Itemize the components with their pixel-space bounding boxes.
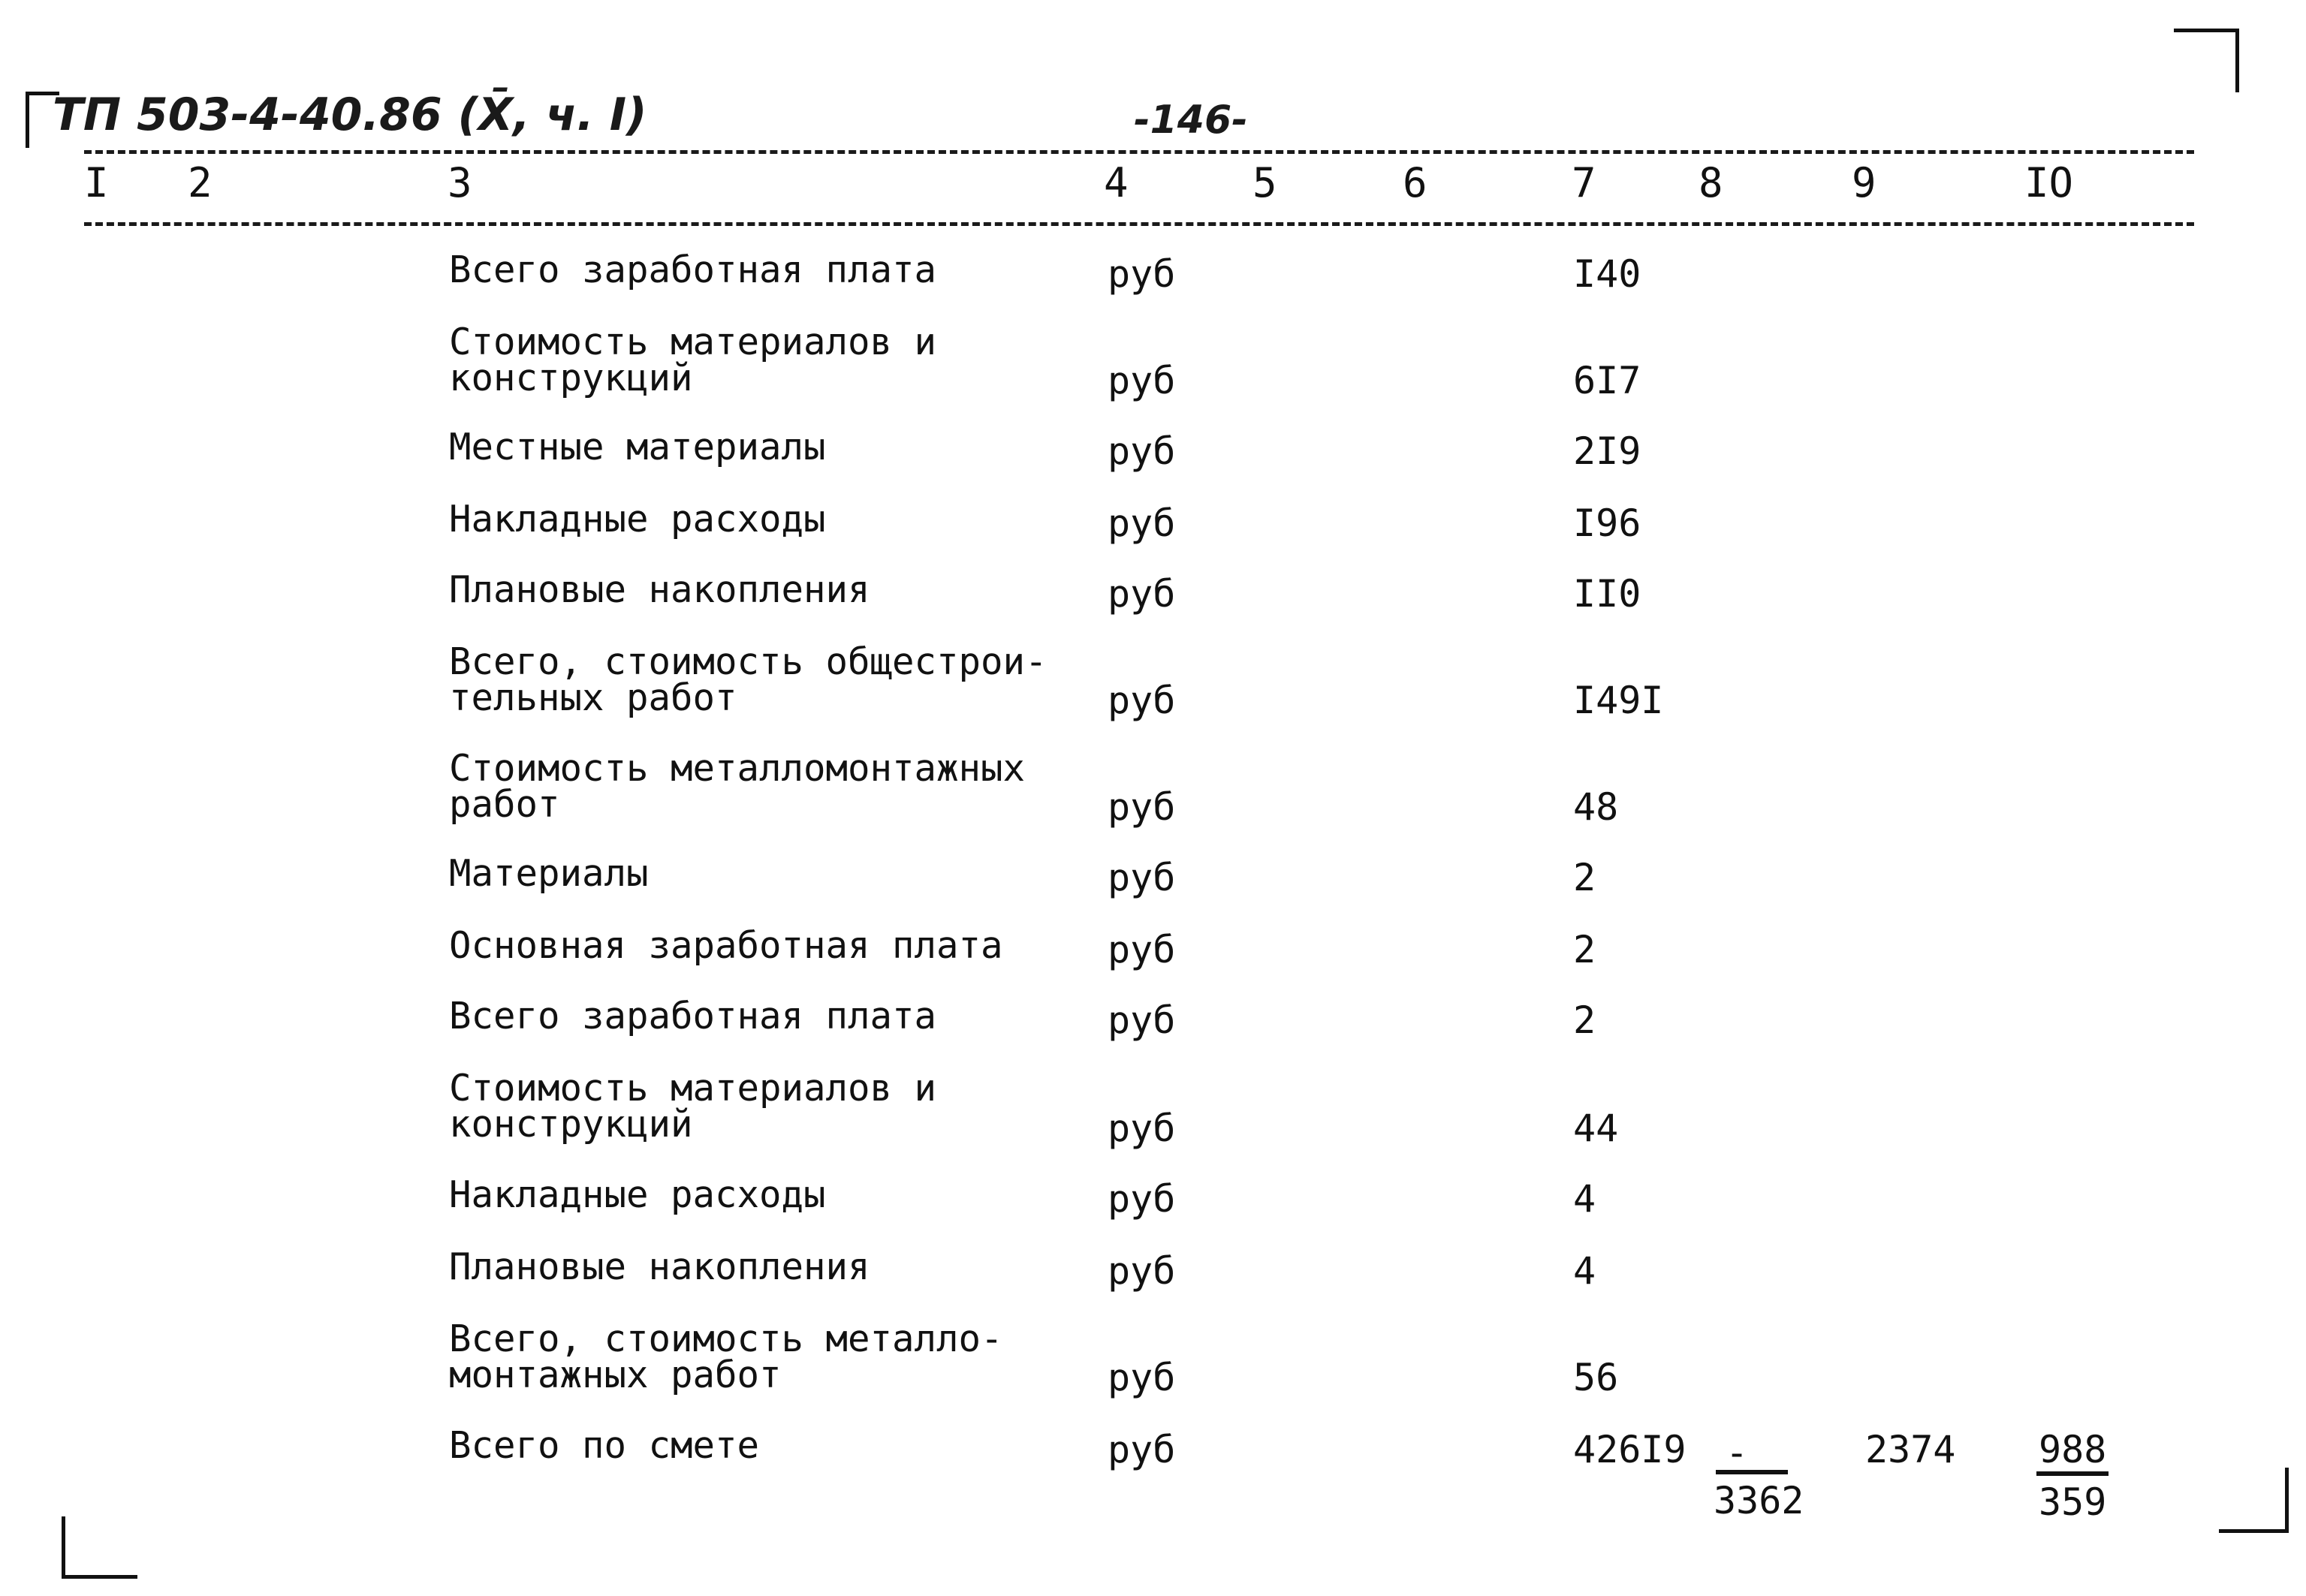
total-col8-fraction-line [1716, 1470, 1788, 1474]
row-2-description: Местные материалы [449, 426, 826, 468]
row-0-description: Всего заработная плата [449, 248, 937, 291]
row-1-unit: руб [1108, 359, 1176, 402]
row-4-unit: руб [1108, 572, 1176, 616]
row-0-unit: руб [1108, 252, 1176, 296]
total-col8-bottom: 3362 [1714, 1479, 1804, 1522]
document-code: ТП 503-4-40.86 (Х̄, ч. I) [53, 89, 647, 141]
row-1-value: 6I7 [1573, 359, 1641, 402]
total-unit: руб [1108, 1428, 1176, 1471]
row-6-value: 48 [1573, 785, 1619, 829]
row-4-description: Плановые накопления [449, 568, 870, 611]
row-7-description: Материалы [449, 852, 649, 895]
row-2-value: 2I9 [1573, 429, 1641, 473]
total-col10-top: 988 [2039, 1428, 2107, 1471]
row-4-value: II0 [1573, 572, 1641, 616]
row-10-value: 44 [1573, 1107, 1619, 1150]
corner-mark-bottom-left [62, 1516, 137, 1579]
column-number-7: 7 [1572, 159, 1596, 206]
row-11-description: Накладные расходы [449, 1173, 826, 1216]
column-number-4: 4 [1104, 159, 1129, 206]
row-11-value: 4 [1573, 1177, 1596, 1221]
corner-mark-top-right [2174, 29, 2239, 92]
column-number-2: 2 [188, 159, 213, 206]
row-11-unit: руб [1108, 1177, 1176, 1221]
total-col7-value: 426I9 [1573, 1428, 1687, 1471]
row-8-value: 2 [1573, 928, 1596, 971]
column-number-9: 9 [1852, 159, 1876, 206]
row-3-description: Накладные расходы [449, 498, 826, 541]
total-col8-top: - [1726, 1431, 1749, 1474]
row-5-description: Всего, стоимость общестрои- тельных работ [449, 640, 1047, 719]
total-col10-bottom: 359 [2039, 1480, 2107, 1524]
column-number-10: IO [2024, 159, 2074, 206]
row-12-value: 4 [1573, 1249, 1596, 1293]
total-description: Всего по смете [449, 1424, 760, 1467]
row-8-unit: руб [1108, 928, 1176, 971]
header-top-rule [84, 150, 2194, 154]
header-bottom-rule [84, 222, 2194, 226]
row-6-description: Стоимость металломонтажных работ [449, 747, 1026, 826]
total-col10-fraction-line [2036, 1471, 2109, 1476]
row-9-description: Всего заработная плата [449, 995, 937, 1037]
column-number-8: 8 [1699, 159, 1723, 206]
column-number-6: 6 [1403, 159, 1427, 206]
row-9-value: 2 [1573, 998, 1596, 1042]
row-9-unit: руб [1108, 998, 1176, 1042]
column-number-5: 5 [1252, 159, 1277, 206]
row-12-description: Плановые накопления [449, 1245, 870, 1288]
row-13-value: 56 [1573, 1356, 1619, 1399]
row-0-value: I40 [1573, 252, 1641, 296]
row-5-unit: руб [1108, 679, 1176, 722]
column-number-1: I [84, 159, 109, 206]
row-12-unit: руб [1108, 1249, 1176, 1293]
row-3-unit: руб [1108, 501, 1176, 545]
row-13-unit: руб [1108, 1356, 1176, 1399]
total-col9-value: 2374 [1865, 1428, 1956, 1471]
row-13-description: Всего, стоимость металло- монтажных работ [449, 1317, 1003, 1396]
row-8-description: Основная заработная плата [449, 924, 1003, 967]
row-1-description: Стоимость материалов и конструкций [449, 321, 937, 399]
row-3-value: I96 [1573, 501, 1641, 545]
row-10-unit: руб [1108, 1107, 1176, 1150]
row-5-value: I49I [1573, 679, 1664, 722]
corner-mark-bottom-right [2219, 1468, 2289, 1533]
row-2-unit: руб [1108, 429, 1176, 473]
page-number: -146- [1134, 98, 1248, 143]
row-6-unit: руб [1108, 785, 1176, 829]
column-number-3: 3 [448, 159, 472, 206]
row-7-unit: руб [1108, 856, 1176, 899]
row-10-description: Стоимость материалов и конструкций [449, 1067, 937, 1146]
row-7-value: 2 [1573, 856, 1596, 899]
